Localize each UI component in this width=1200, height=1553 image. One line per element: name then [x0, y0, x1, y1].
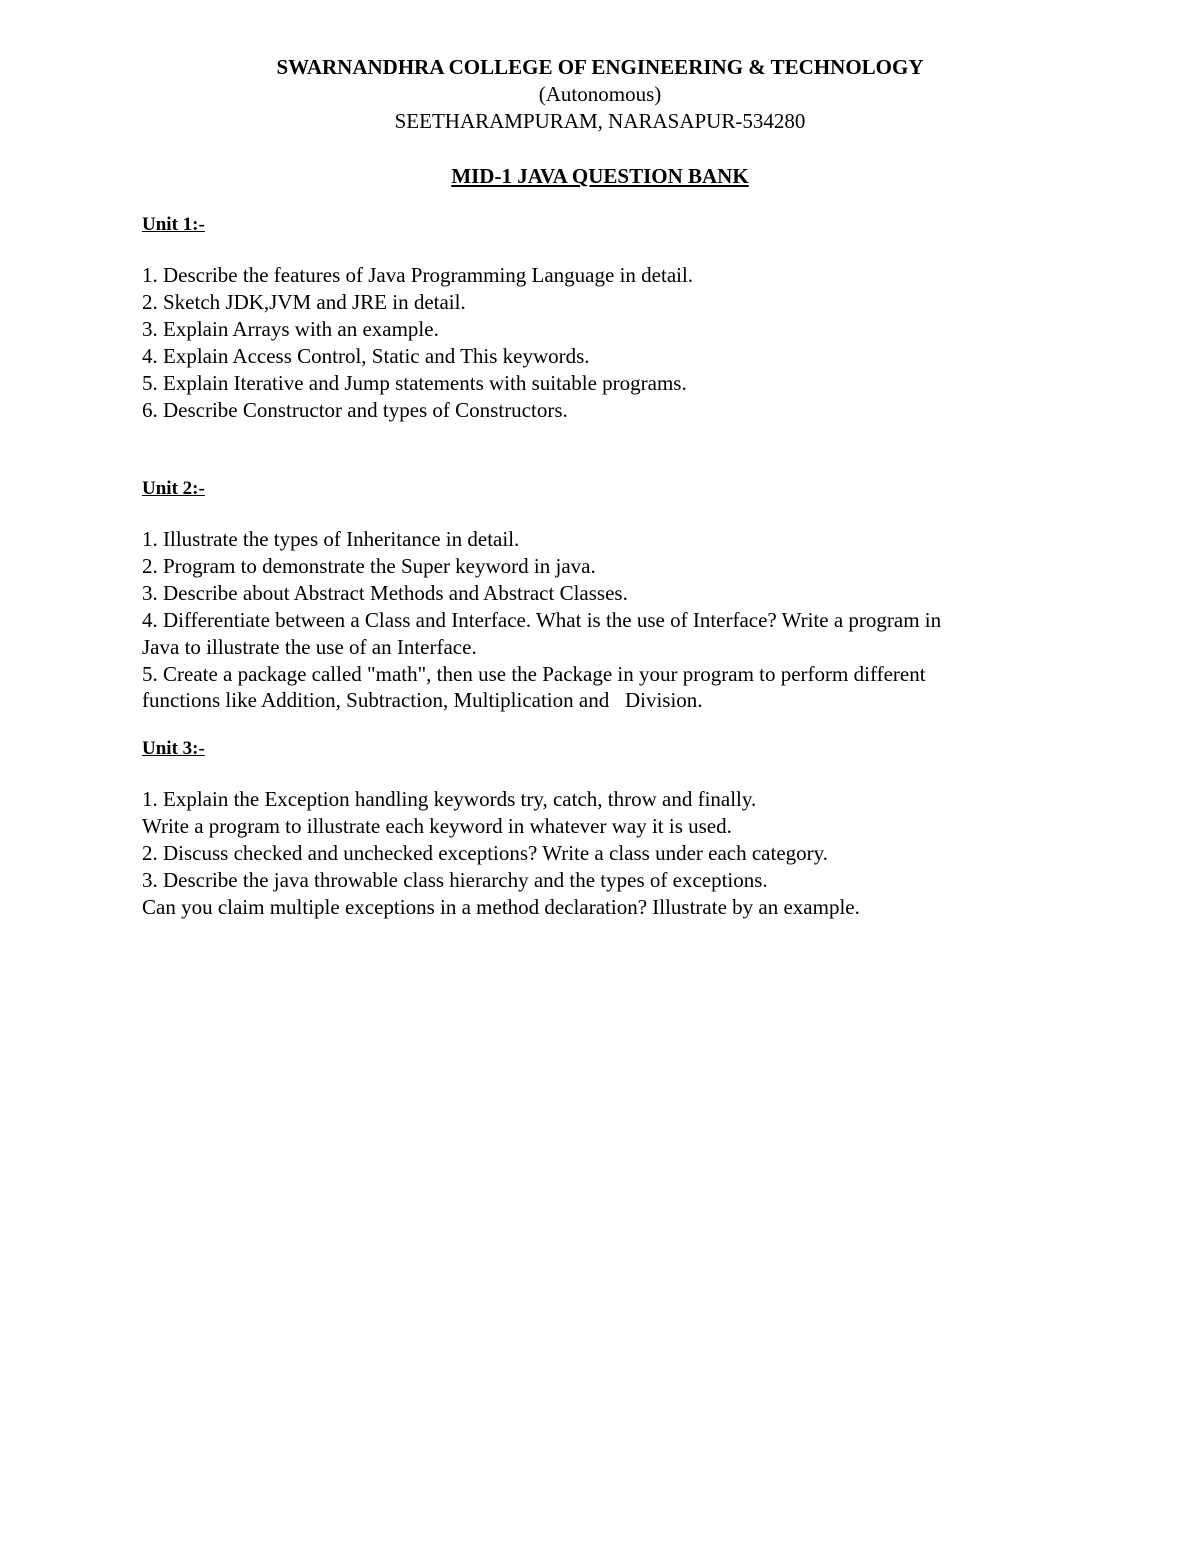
question-line: functions like Addition, Subtraction, Multiplication and Division.	[142, 688, 703, 713]
unit-2-section	[142, 476, 1062, 714]
unit-1-section	[142, 212, 1062, 423]
question-line: 3. Explain Arrays with an example.	[142, 316, 439, 341]
unit-1-question-list	[142, 262, 1062, 423]
unit-3-heading: Unit 3:-	[142, 738, 205, 759]
question-line: 3. Describe about Abstract Methods and Abstract Classes.	[142, 580, 628, 605]
question-line: 1. Explain the Exception handling keywords try, catch, throw and finally.	[142, 787, 757, 811]
question-line: 6. Describe Constructor and types of Constructors.	[142, 397, 568, 422]
question-line: 2. Discuss checked and unchecked exceptions? Write a class under each category.	[142, 840, 829, 865]
unit-2-question-list	[142, 526, 1062, 714]
unit-3-section	[142, 736, 1062, 921]
document-title	[0, 163, 1200, 190]
question-line: Can you claim multiple exceptions in a method declaration? Illustrate by an example.	[142, 894, 860, 919]
college-name: SWARNANDHRA COLLEGE OF ENGINEERING & TECHNOLOGY	[276, 55, 924, 79]
question-line: 1. Illustrate the types of Inheritance in detail.	[142, 527, 520, 551]
question-line: 4. Explain Access Control, Static and This keywords.	[142, 343, 590, 368]
college-address: SEETHARAMPURAM, NARASAPUR-534280	[394, 109, 806, 133]
question-line: 3. Describe the java throwable class hierarchy and the types of exceptions.	[142, 867, 768, 892]
unit-1-heading: Unit 1:-	[142, 214, 205, 235]
question-line: Write a program to illustrate each keyword in whatever way it is used.	[142, 813, 732, 838]
question-line: 5. Explain Iterative and Jump statements with suitable programs.	[142, 370, 687, 395]
question-line: 4. Differentiate between a Class and Interface. What is the use of Interface? Write a program in	[142, 607, 942, 632]
unit-2-heading: Unit 2:-	[142, 478, 205, 499]
question-line: 1. Describe the features of Java Programming Language in detail.	[142, 263, 694, 287]
college-status: (Autonomous)	[538, 82, 662, 106]
question-line: 2. Sketch JDK,JVM and JRE in detail.	[142, 289, 466, 314]
question-line: 2. Program to demonstrate the Super keyword in java.	[142, 553, 596, 578]
document-title-text: MID-1 JAVA QUESTION BANK	[451, 164, 749, 188]
unit-3-question-list	[142, 786, 1062, 921]
question-line: 5. Create a package called "math", then use the Package in your program to perform different	[142, 661, 926, 686]
question-line: Java to illustrate the use of an Interface.	[142, 634, 477, 659]
